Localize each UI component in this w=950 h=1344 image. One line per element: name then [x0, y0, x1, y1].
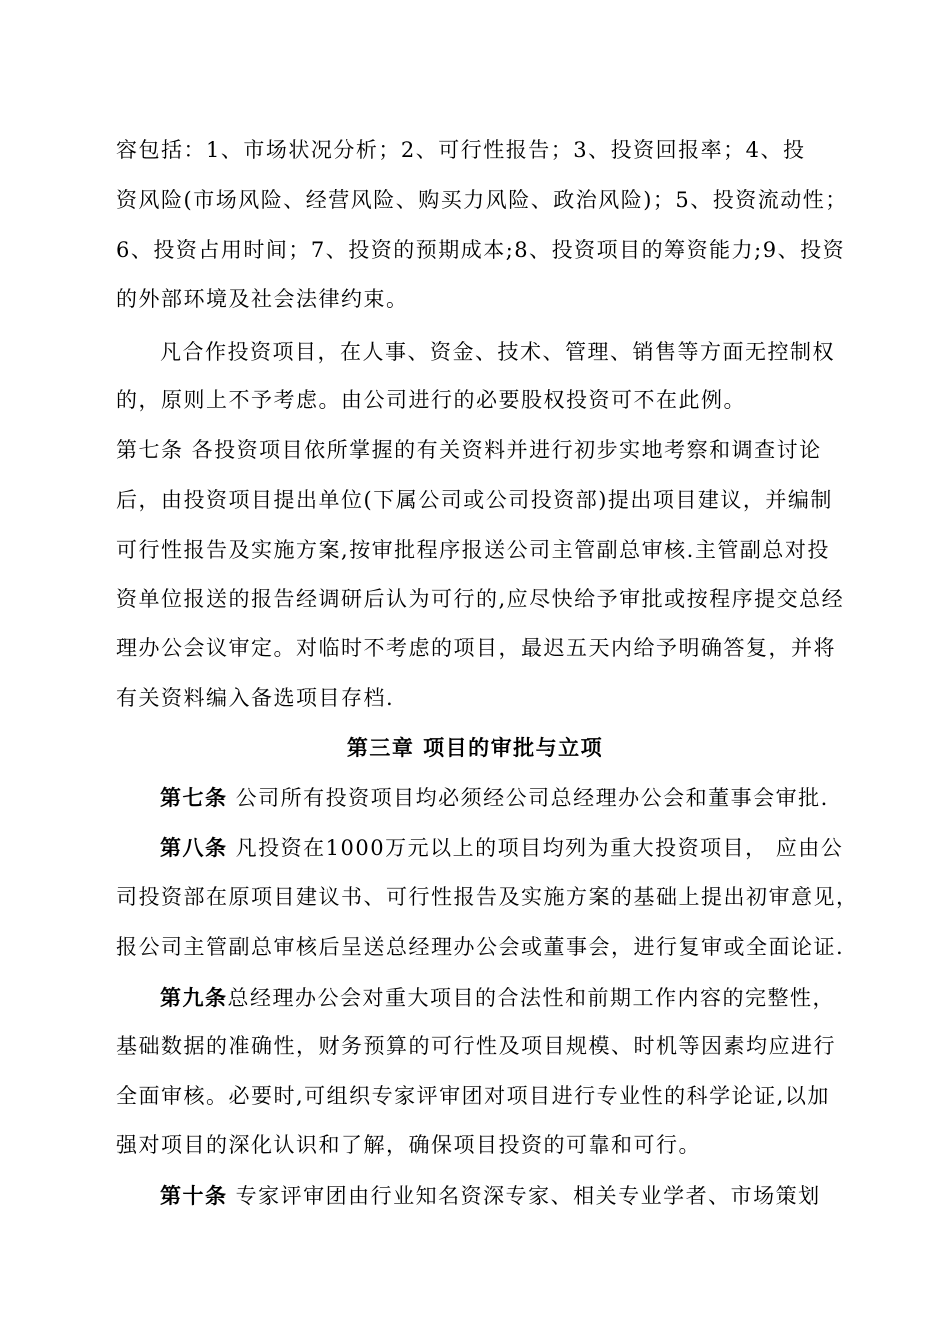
article-text: 总经理办公会对重大项目的合法性和前期工作内容的完整性， [227, 986, 835, 1010]
article-label: 第十条 [160, 1183, 228, 1208]
text-line: 理办公会议审定。对临时不考虑的项目，最迟五天内给予明确答复，并将 [116, 636, 836, 660]
text-line: 基础数据的准确性，财务预算的可行性及项目规模、时机等因素均应进行 [116, 1034, 836, 1058]
text-line: 容包括：1、市场状况分析；2、可行性报告；3、投资回报率；4、投 [116, 138, 806, 162]
text-line: 司投资部在原项目建议书、可行性报告及实施方案的基础上提出初审意见， [116, 885, 859, 909]
text-line: 凡合作投资项目，在人事、资金、技术、管理、销售等方面无控制权 [160, 340, 835, 364]
article-text: 凡投资在1000万元以上的项目均列为重大投资项目， 应由公 [227, 836, 844, 860]
article-line [160, 984, 880, 1012]
text-line: 可行性报告及实施方案,按审批程序报送公司主管副总审核.主管副总对投 [116, 538, 830, 562]
article-line [160, 1182, 880, 1210]
text-line: 6、投资占用时间；7、投资的预期成本;8、投资项目的筹资能力;9、投资 [116, 238, 846, 262]
article-label: 第九条 [160, 985, 228, 1010]
chapter-heading: 第三章 项目的审批与立项 [346, 735, 604, 760]
text-line: 的外部环境及社会法律约束。 [116, 287, 409, 311]
text-line: 全面审核。必要时,可组织专家评审团对项目进行专业性的科学论证,以加 [116, 1084, 830, 1108]
text-line: 有关资料编入备选项目存档. [116, 686, 395, 710]
article-label: 第八条 [160, 835, 228, 860]
article-line [160, 784, 880, 812]
article-text: 专家评审团由行业知名资深专家、相关专业学者、市场策划 [227, 1184, 821, 1208]
article-text: 公司所有投资项目均必须经公司总经理办公会和董事会审批. [227, 786, 829, 810]
article-line [160, 834, 880, 862]
text-line: 第七条 各投资项目依所掌握的有关资料并进行初步实地考察和调查讨论 [116, 438, 822, 462]
text-line: 后，由投资项目提出单位(下属公司或公司投资部)提出项目建议，并编制 [116, 488, 833, 512]
text-line: 资风险(市场风险、经营风险、购买力风险、政治风险)；5、投资流动性； [116, 188, 848, 212]
text-line: 强对项目的深化认识和了解，确保项目投资的可靠和可行。 [116, 1133, 701, 1157]
article-label: 第七条 [160, 785, 228, 810]
text-line: 资单位报送的报告经调研后认为可行的,应尽快给予审批或按程序提交总经 [116, 587, 845, 611]
text-line: 的，原则上不予考虑。由公司进行的必要股权投资可不在此例。 [116, 388, 746, 412]
text-line: 报公司主管副总审核后呈送总经理办公会或董事会，进行复审或全面论证. [116, 935, 845, 959]
